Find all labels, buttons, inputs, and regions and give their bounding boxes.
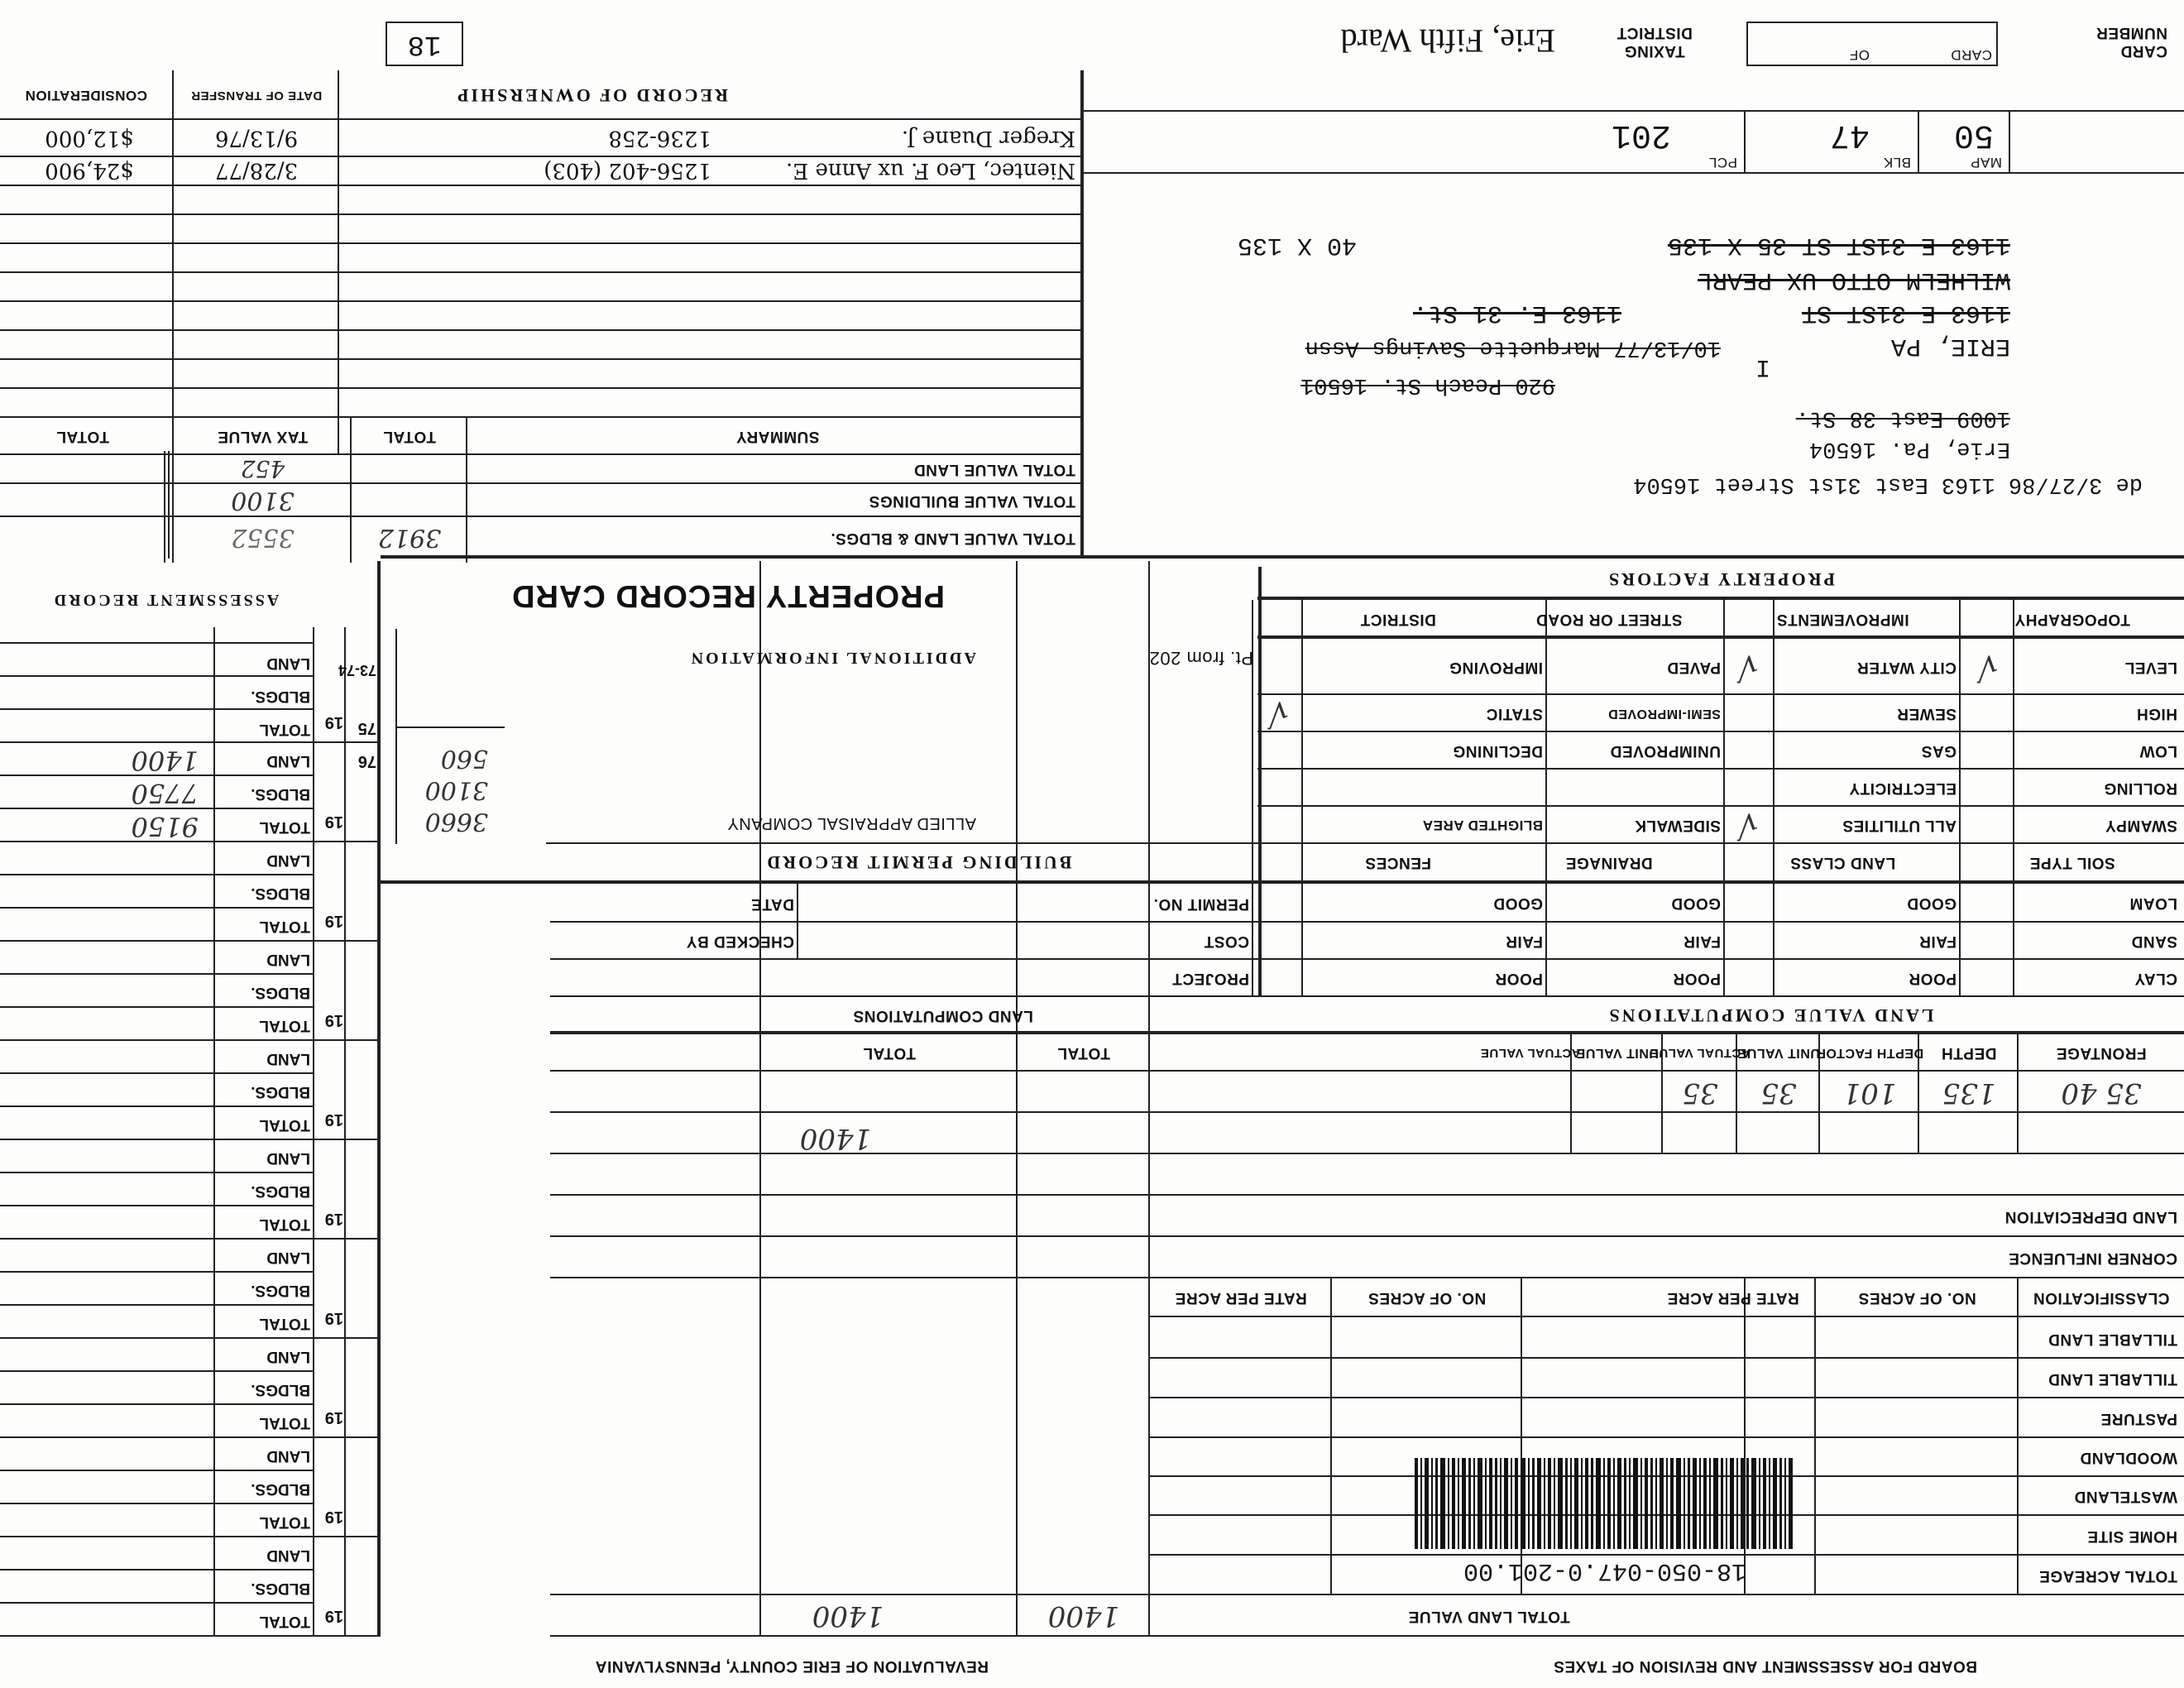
barcode-number: 18-050-047.0-201.00 — [1463, 1556, 1747, 1585]
permit-cost-label: COST — [1204, 933, 1249, 950]
lv-header-unit-value-2: UNIT VALUE — [1576, 1046, 1659, 1061]
owner-line-5 — [1274, 295, 1621, 331]
assess-total-label-8: TOTAL — [259, 1414, 310, 1431]
impr-electricity: ELECTRICITY — [1848, 779, 1956, 797]
assess-bldgs-label-2: BLDGS. — [251, 785, 310, 803]
land-value-computations-title: LAND VALUE COMPUTATIONS — [1607, 1005, 1934, 1027]
soil-clay: CLAY — [2134, 970, 2177, 987]
header-land-class: LAND CLASS — [1789, 854, 1896, 872]
assess-bldgs-label-9: BLDGS. — [251, 1480, 310, 1498]
property-factors-title: PROPERTY FACTORS — [1607, 569, 1836, 590]
assess-total-label-7: TOTAL — [259, 1315, 310, 1332]
drainage-good: GOOD — [1670, 894, 1721, 912]
owner-line-4-text: 1163 E 31ST ST — [1801, 299, 2010, 327]
from-note: Pt. from 202 — [1149, 648, 1253, 669]
street-paved: PAVED — [1666, 659, 1721, 676]
assess-year-prefix-5: 19 — [324, 1110, 343, 1129]
land-depreciation-label: LAND DEPRECIATION — [2004, 1208, 2177, 1225]
assess-year-3: 76 — [357, 752, 376, 771]
card-label: CARD — [1950, 47, 1992, 63]
street-unimproved: UNIMPROVED — [1610, 742, 1721, 760]
street-semi-improved: SEMI-IMPROVED — [1607, 707, 1721, 721]
owner-line-9-text: 920 Peach St. 16501 — [1300, 372, 1555, 397]
assess-land-label-4: LAND — [266, 951, 310, 968]
header-soil-type: SOIL TYPE — [2029, 854, 2115, 872]
district-declining: DECLINING — [1453, 742, 1543, 760]
header-improvements: IMPROVEMENTS — [1776, 611, 1909, 628]
header-drainage: DRAINAGE — [1565, 854, 1653, 872]
assess-bldgs-label-10: BLDGS. — [251, 1580, 310, 1597]
total-land-value-2: 1400 — [812, 1599, 884, 1633]
summary-title: SUMMARY — [735, 428, 820, 445]
class-row-pasture: PASTURE — [2100, 1410, 2177, 1427]
class-row-wasteland: WASTELAND — [2074, 1488, 2177, 1505]
taxing-district-label: TAXING DISTRICT — [1616, 24, 1693, 60]
drainage-poor: POOR — [1673, 970, 1721, 987]
district-blighted: BLIGHTED AREA — [1422, 818, 1543, 833]
topo-low: LOW — [2139, 742, 2177, 760]
assess-year-2: 75 — [357, 719, 376, 738]
owner-row-2-date: 3/28/77 — [214, 158, 299, 183]
assess-year-prefix-4: 19 — [324, 1011, 343, 1030]
allied-value-1: 3660 — [424, 807, 488, 837]
lv-header-total-2: TOTAL — [862, 1044, 917, 1062]
owner-line-2: 40 X 135 — [1237, 231, 1357, 259]
topo-rolling: ROLLING — [2104, 779, 2177, 797]
check-all-utilities: √ — [1736, 806, 1759, 844]
class-header-acres-2: NO. OF ACRES — [1367, 1289, 1487, 1307]
assess-year-prefix-1: 19 — [324, 713, 343, 732]
owner-line-6: ERIE, PA — [1890, 332, 2010, 360]
check-static: √ — [1267, 694, 1289, 733]
assess-land-label-1: LAND — [266, 655, 310, 672]
assess-bldgs-label-8: BLDGS. — [251, 1381, 310, 1398]
district-improving: IMPROVING — [1449, 659, 1543, 676]
assess-year-prefix-7: 19 — [324, 1309, 343, 1328]
lv-unit-value: 35 — [1760, 1077, 1797, 1110]
lv-depth-value: 135 — [1942, 1077, 1996, 1110]
drainage-fair: FAIR — [1683, 933, 1721, 950]
assess-total-label-10: TOTAL — [259, 1613, 310, 1630]
impr-city-water: CITY WATER — [1856, 659, 1956, 676]
map-value: 50 — [1953, 116, 1994, 153]
owner-line-3-text: WILHELM OTTO UX PEARL — [1697, 266, 2010, 294]
assess-land-label-3: LAND — [266, 851, 310, 869]
owner-line-3 — [1431, 261, 2010, 298]
header-topography: TOPOGRAPHY — [2014, 611, 2130, 628]
lv-actual-value: 35 — [1682, 1077, 1718, 1110]
fences-fair: FAIR — [1505, 933, 1543, 950]
lv-header-frontage: FRONTAGE — [2056, 1044, 2147, 1062]
class-row-woodland: WOODLAND — [2080, 1449, 2177, 1466]
pcl-value: 201 — [1611, 116, 1671, 153]
assess-land-label-7: LAND — [266, 1249, 310, 1266]
class-header-classification: CLASSIFICATION — [2033, 1289, 2170, 1307]
owner-line-8-text: 10/13/77 Marquette Savings Assn — [1305, 335, 1721, 360]
impr-gas: GAS — [1921, 742, 1956, 760]
assess-land-label-6: LAND — [266, 1149, 310, 1167]
assess-land-label-8: LAND — [266, 1348, 310, 1365]
owner-row-1-date: 9/13/76 — [214, 126, 299, 151]
owner-line-9 — [1092, 368, 1555, 401]
blk-value: 47 — [1829, 116, 1870, 153]
permit-checked-by-label: CHECKED BY — [686, 933, 794, 950]
assess-total-label-3: TOTAL — [259, 918, 310, 935]
summary-tax-value-header: TAX VALUE — [217, 428, 309, 445]
revaluation-header: REVALUATION OF ERIE COUNTY, PENNSYLVANIA — [595, 1657, 989, 1675]
owner-line-10 — [1597, 401, 2010, 434]
assess-year-1: 73-74 — [338, 662, 376, 679]
topo-high: HIGH — [2136, 705, 2177, 722]
corner-influence-label: CORNER INFLUENCE — [2008, 1249, 2177, 1267]
assess-year-prefix-8: 19 — [324, 1408, 343, 1427]
district-static: STATIC — [1486, 705, 1543, 722]
owner-line-10-text: 1009 East 38 St. — [1795, 405, 2010, 430]
assess-bldgs-label-4: BLDGS. — [251, 984, 310, 1001]
assess-land-label-10: LAND — [266, 1547, 310, 1564]
box-number: 18 — [386, 22, 463, 66]
owner-row-1-deed: 1236-258 — [608, 126, 711, 151]
allied-value-2: 3100 — [424, 775, 488, 805]
summary-row-buildings: TOTAL VALUE BUILDINGS — [869, 492, 1075, 510]
map-label: MAP — [1970, 155, 2002, 170]
owner-line-1-text: 1163 E 31ST ST 35 X 135 — [1667, 231, 2010, 259]
of-label: OF — [1849, 47, 1870, 63]
taxing-district-value: Erie, Fifth Ward — [1340, 22, 1555, 60]
pcl-label: PCL — [1708, 155, 1737, 170]
impr-all-utilities: ALL UTILITIES — [1842, 817, 1956, 834]
assess-bldgs-label-5: BLDGS. — [251, 1083, 310, 1101]
assess-total-label-1: TOTAL — [259, 721, 310, 738]
summary-total-value: 3912 — [377, 523, 442, 553]
check-paved: √ — [1736, 648, 1759, 686]
owner-line-7: I — [1755, 352, 1770, 381]
lv-frontage-value: 35 40 — [2061, 1077, 2142, 1110]
summary-total-tax: 3552 — [231, 523, 295, 553]
summary-row-land: TOTAL VALUE LAND — [913, 461, 1075, 478]
assessment-record-title: ASSESSMENT RECORD — [51, 591, 280, 610]
class-header-rate-1: RATE PER ACRE — [1667, 1289, 1799, 1307]
date-of-transfer-label: DATE OF TRANSFER — [190, 89, 323, 103]
class-header-acres-1: NO. OF ACRES — [1858, 1289, 1976, 1307]
header-district: DISTRICT — [1360, 611, 1436, 628]
fences-good: GOOD — [1492, 894, 1543, 912]
assess-land-label-5: LAND — [266, 1050, 310, 1067]
assess-bldgs-label-6: BLDGS. — [251, 1182, 310, 1200]
summary-total-header-2: TOTAL — [55, 428, 110, 445]
owner-line-1 — [1332, 225, 2010, 265]
header-street-or-road: STREET OR ROAD — [1535, 611, 1683, 628]
summary-land-tax: 452 — [240, 455, 285, 483]
owner-line-5-text: 1163 E. 31 St. — [1412, 299, 1621, 327]
landclass-good: GOOD — [1906, 894, 1956, 912]
assess-land-label-2: LAND — [266, 752, 310, 770]
assess-total-label-9: TOTAL — [259, 1513, 310, 1531]
card-number-label: CARD NUMBER — [2095, 24, 2167, 60]
summary-bldgs-tax: 3100 — [231, 486, 295, 516]
owner-line-11: Erie, Pa. 16504 — [1808, 436, 2010, 461]
assess-year-prefix-2: 19 — [324, 813, 343, 832]
owner-line-4 — [1597, 295, 2010, 331]
street-sidewalk: SIDEWALK — [1634, 817, 1721, 834]
property-record-card-title: PROPERTY RECORD CARD — [511, 578, 945, 614]
class-row-total-acreage: TOTAL ACREAGE — [2038, 1567, 2177, 1585]
assess-year-prefix-9: 19 — [324, 1508, 343, 1527]
permit-project-label: PROJECT — [1171, 970, 1249, 987]
assess-land-label-9: LAND — [266, 1447, 310, 1465]
impr-sewer: SEWER — [1896, 705, 1956, 722]
class-row-tillable-1: TILLABLE LAND — [2048, 1331, 2177, 1348]
consideration-label: CONSIDERATION — [25, 88, 147, 103]
owner-line-12: de 3/27/86 1163 East 31st Street 16504 — [1633, 472, 2143, 496]
assess-total-label-5: TOTAL — [259, 1116, 310, 1134]
allied-value-3: 560 — [440, 744, 488, 774]
total-land-value-label: TOTAL LAND VALUE — [1408, 1608, 1570, 1625]
check-level: √ — [1976, 648, 1999, 686]
owner-row-1-name: Kreger Duane J. — [901, 126, 1075, 151]
owner-row-2-name: Nientec, Leo F. ux Anne E. — [785, 158, 1075, 183]
header-fences: FENCES — [1364, 854, 1432, 872]
assess-year-prefix-10: 19 — [324, 1607, 343, 1626]
permit-no-label: PERMIT NO. — [1153, 895, 1249, 913]
lv-header-actual-value-2: ACTUAL VALUE — [1480, 1046, 1581, 1060]
lv-total-value: 1400 — [799, 1122, 872, 1155]
owner-row-2-consideration: $24,900 — [45, 158, 134, 183]
summary-row-land-bldgs: TOTAL VALUE LAND & BLDGS. — [830, 530, 1075, 547]
allied-appraisal: ALLIED APPRAISAL COMPANY — [727, 814, 976, 833]
summary-total-header: TOTAL — [382, 428, 437, 445]
class-row-home-site: HOME SITE — [2086, 1527, 2177, 1545]
land-computations-title: LAND COMPUTATIONS — [853, 1007, 1033, 1025]
owner-row-2-deed: 1256-402 (403) — [544, 158, 711, 183]
assess-bldgs-value: 7750 — [131, 778, 199, 809]
total-land-value-1: 1400 — [1047, 1599, 1120, 1633]
fences-poor: POOR — [1495, 970, 1543, 987]
assess-total-label-6: TOTAL — [259, 1216, 310, 1233]
owner-row-1-consideration: $12,000 — [45, 126, 134, 151]
assess-bldgs-label-3: BLDGS. — [251, 885, 310, 902]
class-header-rate-2: RATE PER ACRE — [1175, 1289, 1307, 1307]
landclass-poor: POOR — [1909, 970, 1956, 987]
lv-header-actual-value-1: ACTUAL VALUE — [1650, 1046, 1751, 1060]
lv-header-total-1: TOTAL — [1056, 1044, 1111, 1062]
lv-header-unit-value-1: UNIT VALUE — [1737, 1046, 1820, 1061]
assess-land-value: 1400 — [131, 745, 199, 776]
assess-bldgs-label-1: BLDGS. — [251, 688, 310, 705]
topo-level: LEVEL — [2124, 659, 2177, 676]
board-header: BOARD FOR ASSESSMENT AND REVISION OF TAXES — [1553, 1657, 1977, 1675]
blk-label: BLK — [1883, 155, 1911, 170]
permit-date-label: DATE — [750, 895, 794, 913]
soil-sand: SAND — [2131, 933, 2177, 950]
soil-loam: LOAM — [2129, 894, 2177, 912]
assess-total-label-2: TOTAL — [259, 818, 310, 836]
class-row-tillable-2: TILLABLE LAND — [2048, 1370, 2177, 1388]
additional-information-label: ADDITIONAL INFORMATION — [688, 649, 976, 668]
topo-swampy: SWAMPY — [2105, 817, 2177, 834]
record-of-ownership-title: RECORD OF OWNERSHIP — [455, 85, 728, 106]
lv-header-depth: DEPTH — [1941, 1044, 1997, 1062]
lv-header-depth-factor: DEPTH FACTOR — [1815, 1046, 1924, 1061]
assess-year-prefix-3: 19 — [324, 912, 343, 931]
landclass-fair: FAIR — [1918, 933, 1956, 950]
lv-depth-factor-value: 101 — [1842, 1077, 1897, 1110]
owner-line-8 — [1059, 331, 1721, 364]
building-permit-title: BUILDING PERMIT RECORD — [764, 852, 1072, 874]
assess-bldgs-label-7: BLDGS. — [251, 1282, 310, 1299]
assess-total-value: 9150 — [131, 811, 199, 842]
assess-total-label-4: TOTAL — [259, 1017, 310, 1034]
assess-year-prefix-6: 19 — [324, 1210, 343, 1229]
